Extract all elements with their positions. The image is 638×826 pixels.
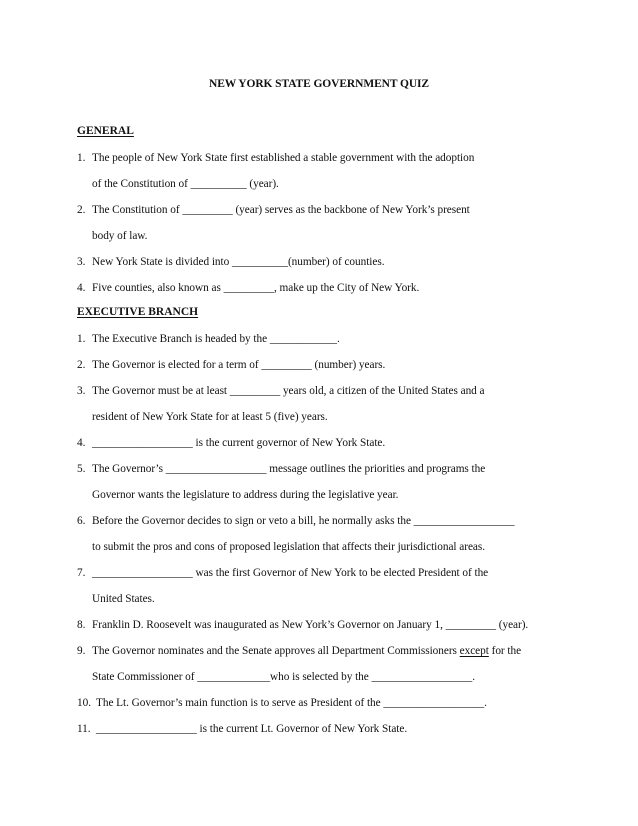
question-number: 3. xyxy=(77,256,86,268)
executive-question-1 xyxy=(77,333,340,345)
executive-question-2 xyxy=(77,359,385,371)
executive-question-7-continued: United States. xyxy=(92,593,155,605)
question-text: The Constitution of _________ (year) serves as the backbone of New York’s present xyxy=(92,204,470,216)
executive-question-6-continued: to submit the pros and cons of proposed legislation that affects their jurisdictional areas. xyxy=(92,541,485,553)
question-number: 5. xyxy=(77,463,86,475)
question-number: 2. xyxy=(77,204,86,216)
question-number: 9. xyxy=(77,645,86,657)
question-number: 4. xyxy=(77,437,86,449)
general-question-2 xyxy=(77,204,470,216)
question-number: 10. xyxy=(77,697,91,709)
executive-question-11 xyxy=(77,723,407,735)
question-text: __________________ is the current Lt. Governor of New York State. xyxy=(96,723,408,735)
executive-question-3 xyxy=(77,385,485,397)
executive-question-3-continued: resident of New York State for at least 5 (five) years. xyxy=(92,411,328,423)
question-text: The Lt. Governor’s main function is to serve as President of the __________________. xyxy=(96,697,487,709)
question-text: New York State is divided into __________(number) of counties. xyxy=(92,256,385,268)
question-number: 4. xyxy=(77,282,86,294)
general-question-1-continued: of the Constitution of __________ (year). xyxy=(92,178,279,190)
executive-question-10 xyxy=(77,697,487,709)
question-text: Before the Governor decides to sign or veto a bill, he normally asks the __________________ xyxy=(92,515,515,527)
executive-question-9 xyxy=(77,645,521,657)
general-question-2-continued: body of law. xyxy=(92,230,148,242)
general-question-4 xyxy=(77,282,419,294)
question-number: 8. xyxy=(77,619,86,631)
question-text: The Governor is elected for a term of _________ (number) years. xyxy=(92,359,386,371)
question-number: 7. xyxy=(77,567,86,579)
question-text: The Governor must be at least _________ years old, a citizen of the United States and a xyxy=(92,385,485,397)
question-text: The Governor’s __________________ message outlines the priorities and programs the xyxy=(92,463,486,475)
general-question-3 xyxy=(77,256,384,268)
question-text-tail: for the xyxy=(488,645,522,657)
question-text: The Governor nominates and the Senate approves all Department Commissioners xyxy=(92,645,460,657)
question-text: __________________ was the first Governor of New York to be elected President of the xyxy=(92,567,489,579)
executive-question-5 xyxy=(77,463,485,475)
question-number: 11. xyxy=(77,723,91,735)
emphasized-word: except xyxy=(459,645,489,657)
executive-question-5-continued: Governor wants the legislature to address during the legislative year. xyxy=(92,489,399,501)
question-number: 3. xyxy=(77,385,86,397)
executive-question-6 xyxy=(77,515,514,527)
question-number: 1. xyxy=(77,333,86,345)
section-heading-general: GENERAL xyxy=(77,125,134,137)
question-text: Franklin D. Roosevelt was inaugurated as New York’s Governor on January 1, _________ (year). xyxy=(92,619,529,631)
section-heading-executive: EXECUTIVE BRANCH xyxy=(77,306,199,318)
question-number: 1. xyxy=(77,152,86,164)
question-number: 6. xyxy=(77,515,86,527)
executive-question-8 xyxy=(77,619,528,631)
question-text: __________________ is the current governor of New York State. xyxy=(92,437,386,449)
question-text: Five counties, also known as _________, make up the City of New York. xyxy=(92,282,420,294)
general-question-1 xyxy=(77,152,474,164)
executive-question-7 xyxy=(77,567,488,579)
question-text: The people of New York State first established a stable government with the adoption xyxy=(92,152,475,164)
question-text: The Executive Branch is headed by the ____________. xyxy=(92,333,340,345)
executive-question-4 xyxy=(77,437,385,449)
executive-question-9-continued: State Commissioner of _____________who is selected by the __________________. xyxy=(92,671,476,683)
page-title: NEW YORK STATE GOVERNMENT QUIZ xyxy=(208,78,429,90)
question-number: 2. xyxy=(77,359,86,371)
